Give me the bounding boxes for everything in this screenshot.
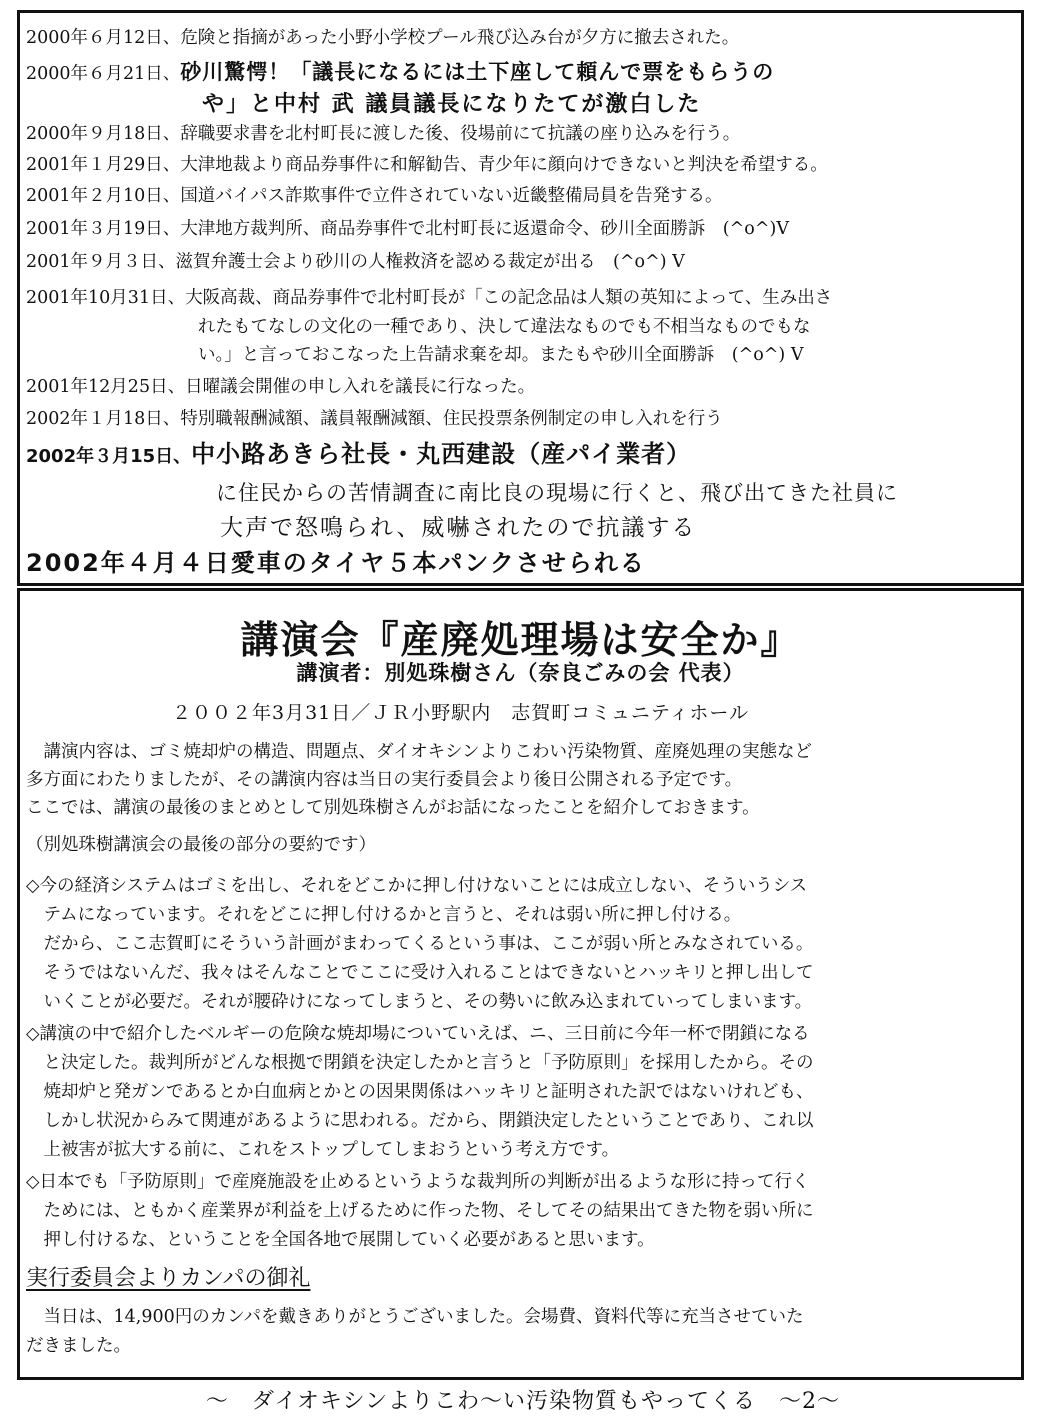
- timeline-text-cont: れたもてなしの文化の一種であり、決して違法なものでも不相当なものでもな: [198, 317, 811, 337]
- timeline-text: 滋賀弁護士会より砂川の人権救済を認める裁定が出る (^o^) V: [175, 252, 685, 272]
- thanks-line: 当日は、14,900円のカンパを戴きありがとうございました。会場費、資料代等に充当させていた: [26, 1307, 804, 1327]
- lecture-date-place: ２００２年3月31日／ＪＲ小野駅内 志賀町コミュニティホール: [172, 702, 749, 724]
- highlight-line: 中小路あきら社長・丸西建設（産パイ業者）: [191, 440, 692, 468]
- bullet-line: いくことが必要だ。それが腰砕けになってしまうと、その勢いに飲み込まれていってしまいます。: [26, 992, 813, 1012]
- lecture-title: 講演会『産廃処理場は安全か』: [240, 618, 801, 662]
- timeline-entry: [26, 183, 1015, 209]
- timeline-date: 2000年６月12日、: [26, 28, 181, 48]
- bullet-line: テムになっています。それをどこに押し付けるかと言うと、それは弱い所に押し付ける。: [26, 905, 742, 925]
- timeline-date: 2002年１月18日、: [26, 409, 181, 429]
- timeline-text: 危険と指摘があった小野小学校プール飛び込み台が夕方に撤去された。: [180, 28, 740, 48]
- highlight-line: 大声で怒鳴られ、威嚇されたので抗議する: [220, 515, 697, 541]
- timeline-text: 特別職報酬減額、議員報酬減額、住民投票条例制定の申し入れを行う: [180, 409, 723, 429]
- timeline-entry: [26, 374, 1015, 400]
- timeline-text: 大津地裁より商品券事件に和解勧告、青少年に顔向けできないと判決を希望する。: [180, 155, 828, 175]
- timeline-entry: [26, 285, 1015, 311]
- highlight-entry: [26, 441, 1015, 470]
- timeline-entry: [26, 25, 1015, 51]
- timeline-date: 2001年10月31日、: [26, 288, 186, 308]
- timeline-date: 2000年９月18日、: [26, 124, 181, 144]
- timeline-text: 砂川驚愕！「議長になるには土下座して頼んで票をもらうの: [180, 60, 775, 84]
- bullet-line: ためには、ともかく産業界が利益を上げるために作った物、そしてその結果出てきた物を弱い所に: [26, 1201, 814, 1221]
- bullet-line: ◇日本でも「予防原則」で産廃施設を止めるというような裁判所の判断が出るような形に持って行く: [26, 1172, 810, 1192]
- thanks-heading: 実行委員会よりカンパの御礼: [26, 1266, 311, 1291]
- timeline-entry: [26, 59, 1015, 87]
- timeline-entry: [26, 152, 1015, 178]
- bullet-line: だから、ここ志賀町にそういう計画がまわってくるという事は、ここが弱い所とみなされている。: [26, 934, 814, 954]
- bullet-line: 上被害が拡大する前に、これをストップしてしまおうという考え方です。: [26, 1140, 620, 1160]
- summary-label: （別処珠樹講演会の最後の部分の要約です）: [26, 835, 376, 855]
- timeline-box: [17, 10, 1024, 586]
- intro-line: 講演内容は、ゴミ焼却炉の構造、問題点、ダイオキシンよりこわい汚染物質、産廃処理の実態など: [26, 742, 813, 762]
- timeline-date: 2001年12月25日、: [26, 377, 186, 397]
- timeline-text: 国道バイパス詐欺事件で立件されていない近畿整備局員を告発する。: [180, 186, 723, 206]
- timeline-date: 2001年３月19日、: [26, 219, 181, 239]
- timeline-entry: [26, 249, 1015, 275]
- page-footer: 〜 ダイオキシンよりこわ〜い汚染物質もやってくる 〜2〜: [205, 1389, 841, 1414]
- timeline-entry: [26, 121, 1015, 147]
- timeline-entry: [26, 406, 1015, 432]
- timeline-text-cont: や」と中村 武 議員議長になりたてが激白した: [202, 92, 702, 117]
- bullet-line: しかし状況からみて関連があるように思われる。だから、閉鎖決定したということであり、これ以: [26, 1111, 814, 1131]
- lecture-box: [17, 588, 1024, 1380]
- timeline-text: 日曜議会開催の申し入れを議長に行なった。: [185, 377, 536, 397]
- bullet-line: そうではないんだ、我々はそんなことでここに受け入れることはできないとハッキリと押し出して: [26, 963, 814, 983]
- timeline-text: 大阪高裁、商品券事件で北村町長が「この記念品は人類の英知によって、生み出さ: [185, 288, 833, 308]
- timeline-text-cont: い。」と言っておこなった上告請求棄を却。またもや砂川全面勝訴 (^o^) V: [198, 345, 804, 365]
- timeline-date: 2001年２月10日、: [26, 186, 181, 206]
- thanks-line: だきました。: [26, 1336, 131, 1356]
- timeline-date: 2000年６月21日、: [26, 64, 181, 84]
- bullet-line: 押し付けるな、ということを全国各地で展開していく必要があると思います。: [26, 1230, 655, 1250]
- timeline-text: 辞職要求書を北村町長に渡した後、役場前にて抗議の座り込みを行う。: [180, 124, 741, 144]
- lecture-speaker: 講演者：別処珠樹さん（奈良ごみの会 代表）: [296, 661, 745, 685]
- timeline-text: 大津地方裁判所、商品券事件で北村町長に返還命令、砂川全面勝訴 (^o^)V: [180, 219, 789, 239]
- bullet-line: 焼却炉と発ガンであるとか白血病とかとの因果関係はハッキリと証明された訳ではないけれども、: [26, 1082, 814, 1102]
- highlight-line: に住民からの苦情調査に南比良の現場に行くと、飛び出てきた社員に: [216, 481, 898, 505]
- timeline-date: 2001年９月３日、: [26, 252, 176, 272]
- bullet-line: と決定した。裁判所がどんな根拠で閉鎖を決定したかと言うと「予防原則」を採用したから。その: [26, 1053, 814, 1073]
- intro-line: 多方面にわたりましたが、その講演内容は当日の実行委員会より後日公開される予定です。: [26, 770, 743, 790]
- highlight-date: 2002年３月15日、: [26, 446, 192, 467]
- timeline-date: 2001年１月29日、: [26, 155, 181, 175]
- bullet-line: ◇講演の中で紹介したベルギーの危険な焼却場についていえば、ニ、三日前に今年一杯で閉鎖になる: [26, 1024, 810, 1044]
- timeline-entry: [26, 216, 1015, 242]
- intro-line: ここでは、講演の最後のまとめとして別処珠樹さんがお話になったことを紹介しておきます。: [26, 798, 760, 818]
- highlight-line: 2002年４月４日愛車のタイヤ５本パンクさせられる: [26, 549, 646, 577]
- bullet-line: ◇今の経済システムはゴミを出し、それをどこかに押し付けないことには成立しない、そういうシス: [26, 876, 808, 896]
